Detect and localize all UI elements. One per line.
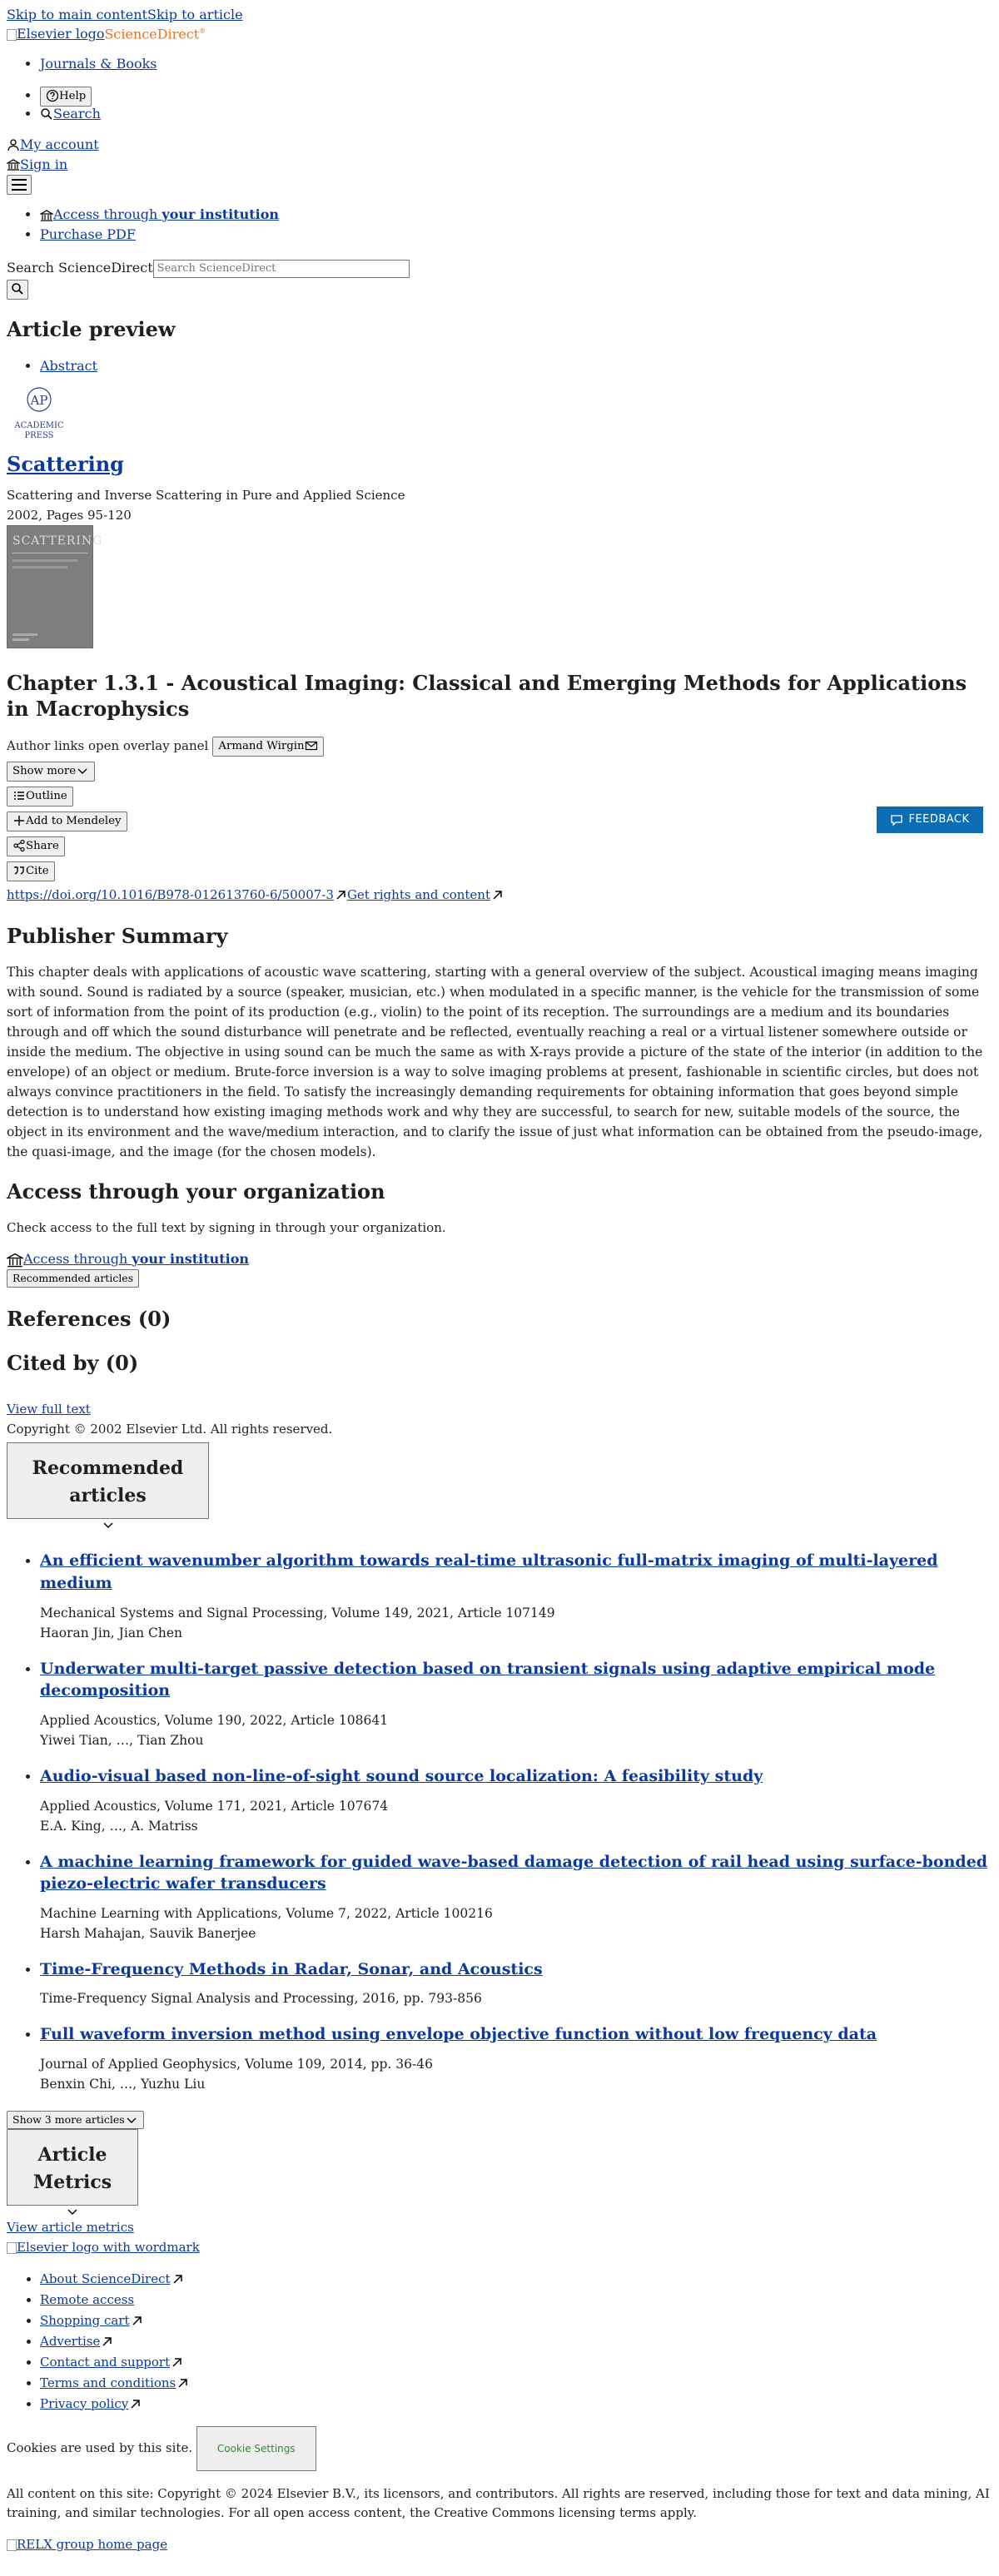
relx-text: RELX group home page [17, 2537, 168, 2552]
your-institution-text: your institution [162, 206, 279, 223]
recommended-article-authors: Yiwei Tian, …, Tian Zhou [40, 1732, 204, 1748]
author-button[interactable] [212, 737, 323, 757]
skip-links [7, 0, 992, 23]
view-full-text-row [7, 1399, 992, 1419]
footer-link-item [40, 2394, 992, 2415]
institution-icon [7, 1252, 23, 1268]
footer-link-item [40, 2352, 992, 2373]
tools-item [40, 107, 992, 122]
copyright-text: Copyright © 2002 Elsevier Ltd. All rights reserved. [7, 1421, 333, 1437]
recommended-article-source: Mechanical Systems and Signal Processing, Volume 149, 2021, Article 107149 [40, 1605, 555, 1621]
org-your-institution-text: your institution [132, 1251, 249, 1268]
recommended-article-authors: E.A. King, …, A. Matriss [40, 1818, 198, 1834]
sign-in-row [7, 155, 992, 175]
external-link-icon [490, 889, 504, 902]
external-link-icon [171, 2273, 184, 2286]
recommended-article-title-link[interactable]: • Audio-visual based non-line-of-sight sound source localization: A feasibility study [40, 1766, 763, 1785]
org-access-heading: Access through your organization [7, 1179, 385, 1204]
book-meta: 2002, Pages 95-120 [7, 507, 132, 523]
question-circle-icon [46, 89, 59, 102]
elsevier-logo-link[interactable] [7, 26, 104, 42]
book-subtitle: Scattering and Inverse Scattering in Pure and Applied Science [7, 487, 405, 503]
relx-row [7, 2534, 992, 2554]
journals-books-link[interactable]: Journals & Books [40, 56, 157, 72]
footer-link-item [40, 2290, 992, 2310]
view-metrics-row [7, 2217, 992, 2237]
search-bar [7, 258, 992, 278]
menu-row [7, 175, 992, 196]
recommended-list [7, 1550, 992, 2094]
preview-tabs [7, 356, 992, 376]
search-icon [11, 282, 24, 295]
share-row [7, 835, 992, 856]
list-item [40, 1851, 992, 1943]
recommended-article-title-link[interactable]: • Underwater multi-target passive detection based on transient signals using adaptive empirical mode decomposition [40, 1659, 936, 1700]
outline-label: Outline [26, 789, 67, 802]
feedback-button[interactable] [877, 807, 983, 833]
recommended-article-source: Time-Frequency Signal Analysis and Processing, 2016, pp. 793-856 [40, 1991, 482, 2007]
help-button[interactable] [40, 87, 92, 107]
chevron-down-icon [125, 2113, 138, 2127]
list-item [40, 1658, 992, 1750]
doi-link[interactable]: https://doi.org/10.1016/B978-012613760-6/50007-3 [7, 887, 334, 903]
book-cover[interactable] [7, 525, 103, 648]
footer-link-item [40, 2310, 992, 2331]
search-submit-button[interactable] [7, 280, 28, 300]
footer-link-item [40, 2331, 992, 2352]
share-button[interactable] [7, 836, 65, 856]
sciencedirect-brand-link[interactable]: ScienceDirect [104, 26, 200, 42]
cite-row [7, 860, 992, 881]
external-link-icon [334, 889, 347, 902]
broken-image-icon [7, 2242, 17, 2254]
author-row [7, 735, 992, 757]
publisher-summary-heading: Publisher Summary [7, 924, 228, 949]
academic-press-logo [7, 386, 72, 441]
recommended-article-source: Machine Learning with Applications, Volume 7, 2022, Article 100216 [40, 1905, 493, 1921]
search-submit-row [7, 278, 992, 300]
recommended-heading: Recommended articles [32, 1457, 184, 1506]
cookie-settings-button[interactable]: Cookie Settings [196, 2426, 316, 2471]
view-full-text-link[interactable]: View full text [7, 1401, 91, 1417]
contact-support-link[interactable]: Contact and support [40, 2354, 171, 2370]
external-link-icon [176, 2377, 189, 2390]
org-access-through-text: Access through [23, 1251, 132, 1268]
search-input[interactable] [153, 260, 410, 278]
tab-abstract [40, 356, 992, 376]
svg-text:AP: AP [30, 392, 48, 408]
header-brand: Elsevier logoScienceDirect® [7, 23, 992, 42]
footer-links [7, 2269, 992, 2415]
quote-icon [12, 864, 26, 877]
terms-conditions-link[interactable]: Terms and conditions [40, 2375, 176, 2390]
skip-main-link[interactable]: Skip to main content [7, 7, 147, 22]
author-links-label: Author links open overlay panel [7, 738, 209, 754]
tools-item [40, 86, 992, 107]
user-icon [7, 138, 20, 151]
help-label: Help [59, 89, 87, 102]
article-metrics-toggle-button[interactable] [7, 2129, 138, 2206]
access-item [40, 225, 992, 245]
show-more-articles-button[interactable] [7, 2111, 144, 2129]
org-access-link-row [7, 1250, 992, 1268]
recommended-article-title-link[interactable]: • Full waveform inversion method using envelope objective function without low frequency data [40, 2025, 877, 2044]
external-link-icon [170, 2356, 183, 2370]
recommended-article-title-link[interactable]: • A machine learning framework for guided wave-based damage detection of rail head using surface-bonded piezo-electric wafer transducers [40, 1852, 988, 1894]
recommended-jump-row [7, 1268, 992, 1288]
doi-row [7, 885, 992, 905]
show-more-articles-row [7, 2109, 992, 2129]
outline-button[interactable] [7, 787, 73, 807]
elsevier-wordmark-link[interactable] [7, 2240, 200, 2255]
article-preview-heading: Article preview [7, 317, 176, 342]
publisher-summary-text: This chapter deals with applications of acoustic wave scattering, starting with a general overview of the subject. Acoustical imaging means imaging with sound. Sound is radiated by a source (speaker, musician, etc.) when modulated in a specific manner, is the vehicle for the transmission of some sort of information from the point of its production (e.g., violin) to the point of its reception. The surroundings are a medium and its boundaries through and off which the sound disturbance will penetrate and be reflected, eventually reaching a real or a virtual listener somewhere outside or inside the medium. The objective in using sound can be much the same as with X-rays provide a picture of the state of the interior (in addition to the envelope) of an object or medium. Brute-force inversion is a way to solve imaging problems at present, fashionable in scientific circles, but does not always convince practitioners in the field. To satisfy the increasingly demanding requirements for obtaining information that goes beyond simple detection is to understand how existing imaging methods work and why they are successful, to search for new, suitable models of the source, the object in its environment and the wave/medium interaction, and to clarify the issue of just what information can be obtained from the pseudo-image, the quasi-image, and the image (for the chosen models). [7, 965, 983, 1160]
article-metrics-heading: Article Metrics [32, 2144, 112, 2193]
access-through-text: Access through [53, 206, 162, 223]
broken-image-icon [7, 2539, 17, 2551]
remote-access-link[interactable]: Remote access [40, 2291, 135, 2307]
recommended-article-source: Applied Acoustics, Volume 190, 2022, Article 108641 [40, 1712, 389, 1728]
cookie-row [7, 2426, 992, 2471]
org-access-text: Check access to the full text by signing in through your organization. [7, 1219, 446, 1235]
list-item [40, 1765, 992, 1836]
institution-icon [40, 209, 53, 222]
list-item [40, 1550, 992, 1642]
external-link-icon [130, 2315, 143, 2328]
external-link-icon [100, 2335, 113, 2349]
list-item [40, 2023, 992, 2094]
access-options [7, 205, 992, 245]
advertise-link[interactable]: Advertise [40, 2333, 101, 2349]
add-mendeley-label: Add to Mendeley [26, 814, 122, 827]
footer-link-item [40, 2269, 992, 2290]
references-heading: References (0) [7, 1306, 171, 1331]
recommended-article-title-link[interactable]: • An efficient wavenumber algorithm towards real-time ultrasonic full-matrix imaging of multi-layered medium [40, 1551, 938, 1593]
speech-bubble-icon [890, 813, 903, 826]
share-label: Share [26, 839, 59, 852]
recommended-article-authors: Harsh Mahajan, Sauvik Banerjee [40, 1925, 256, 1941]
metrics-toggle-row [7, 2129, 992, 2217]
show-more-label: Show more [12, 764, 77, 777]
recommended-article-authors: Benxin Chi, …, Yuzhu Liu [40, 2076, 206, 2092]
shopping-cart-link[interactable]: Shopping cart [40, 2312, 130, 2328]
recommended-article-source: Applied Acoustics, Volume 171, 2021, Article 107674 [40, 1798, 389, 1814]
hamburger-icon [10, 177, 28, 192]
publisher-logo [7, 386, 992, 441]
feedback-label: FEEDBACK [908, 813, 970, 826]
envelope-icon [305, 739, 318, 752]
purchase-pdf-link[interactable]: Purchase PDF [40, 226, 136, 243]
nav-item [40, 54, 992, 74]
relx-home-link[interactable] [7, 2537, 167, 2552]
about-sciencedirect-link[interactable]: About ScienceDirect [40, 2271, 171, 2286]
add-mendeley-button[interactable] [7, 812, 127, 831]
header-tools [7, 86, 992, 122]
skip-article-link[interactable]: Skip to article [147, 7, 243, 22]
svg-text:ACADEMIC: ACADEMIC [14, 420, 64, 430]
chapter-title: Chapter 1.3.1 - Acoustical Imaging: Classical and Emerging Methods for Applications in Macrophysics [7, 670, 967, 721]
list-item [40, 1958, 992, 2009]
my-account-row [7, 135, 992, 155]
institution-icon [7, 158, 20, 171]
access-institution-link[interactable] [53, 206, 279, 222]
recommended-article-title-link[interactable]: • Time-Frequency Methods in Radar, Sonar, and Acoustics [40, 1959, 543, 1978]
cover-title: SCATTERING [12, 534, 103, 548]
author-name: Armand Wirgin [218, 739, 305, 752]
cite-button[interactable] [7, 861, 55, 881]
broken-image-icon [7, 29, 17, 41]
chevron-down-icon [76, 764, 89, 777]
book-title-link[interactable]: Scattering [7, 451, 124, 476]
search-link[interactable]: Search [53, 105, 101, 122]
org-access-institution-link[interactable] [23, 1251, 249, 1267]
view-article-metrics-link[interactable]: View article metrics [7, 2219, 134, 2235]
search-icon [40, 107, 53, 121]
footer-logo-row [7, 2237, 992, 2257]
plus-icon [12, 814, 26, 827]
share-icon [12, 839, 26, 852]
my-account-link[interactable]: My account [20, 136, 99, 152]
cite-label: Cite [26, 864, 49, 877]
mendeley-row [7, 810, 992, 831]
recommended-article-source: Journal of Applied Geophysics, Volume 109, 2014, pp. 36-46 [40, 2056, 433, 2072]
show-more-row [7, 760, 992, 782]
chevron-down-icon [66, 2205, 79, 2218]
elsevier-logo-alt: Elsevier logo [17, 26, 105, 42]
sign-in-link[interactable]: Sign in [20, 156, 68, 172]
header-nav [7, 54, 992, 74]
chevron-down-icon [102, 1518, 115, 1531]
cookies-text: Cookies are used by this site. [7, 2440, 193, 2455]
show-more-button[interactable] [7, 762, 95, 782]
search-label: Search ScienceDirect [7, 260, 153, 276]
legal-text: All content on this site: Copyright © 2024 Elsevier B.V., its licensors, and contributors. All rights are reserved, including those for text and data mining, AI training, and similar technologies. For all open access content, the Creative Commons licensing terms apply. [7, 2485, 990, 2520]
access-item [40, 205, 992, 225]
recommended-article-authors: Haoran Jin, Jian Chen [40, 1625, 182, 1640]
elsevier-wordmark-alt: Elsevier logo with wordmark [17, 2239, 200, 2255]
privacy-policy-link[interactable]: Privacy policy [40, 2395, 129, 2411]
book-title-heading [7, 451, 992, 477]
recommended-toggle-button[interactable] [7, 1442, 209, 1519]
show-more-articles-label: Show 3 more articles [12, 2112, 125, 2126]
footer-link-item [40, 2373, 992, 2394]
account-area [7, 135, 992, 196]
cited-by-heading: Cited by (0) [7, 1350, 139, 1375]
rights-link[interactable]: Get rights and content [346, 887, 490, 903]
svg-text:PRESS: PRESS [24, 430, 54, 440]
list-icon [12, 789, 26, 802]
abstract-tab-link[interactable]: Abstract [40, 357, 98, 374]
menu-button[interactable] [7, 175, 32, 195]
recommended-toggle-row [7, 1442, 992, 1531]
external-link-icon [128, 2398, 142, 2411]
recommended-articles-button[interactable]: Recommended articles [7, 1269, 139, 1288]
outline-row [7, 785, 992, 807]
